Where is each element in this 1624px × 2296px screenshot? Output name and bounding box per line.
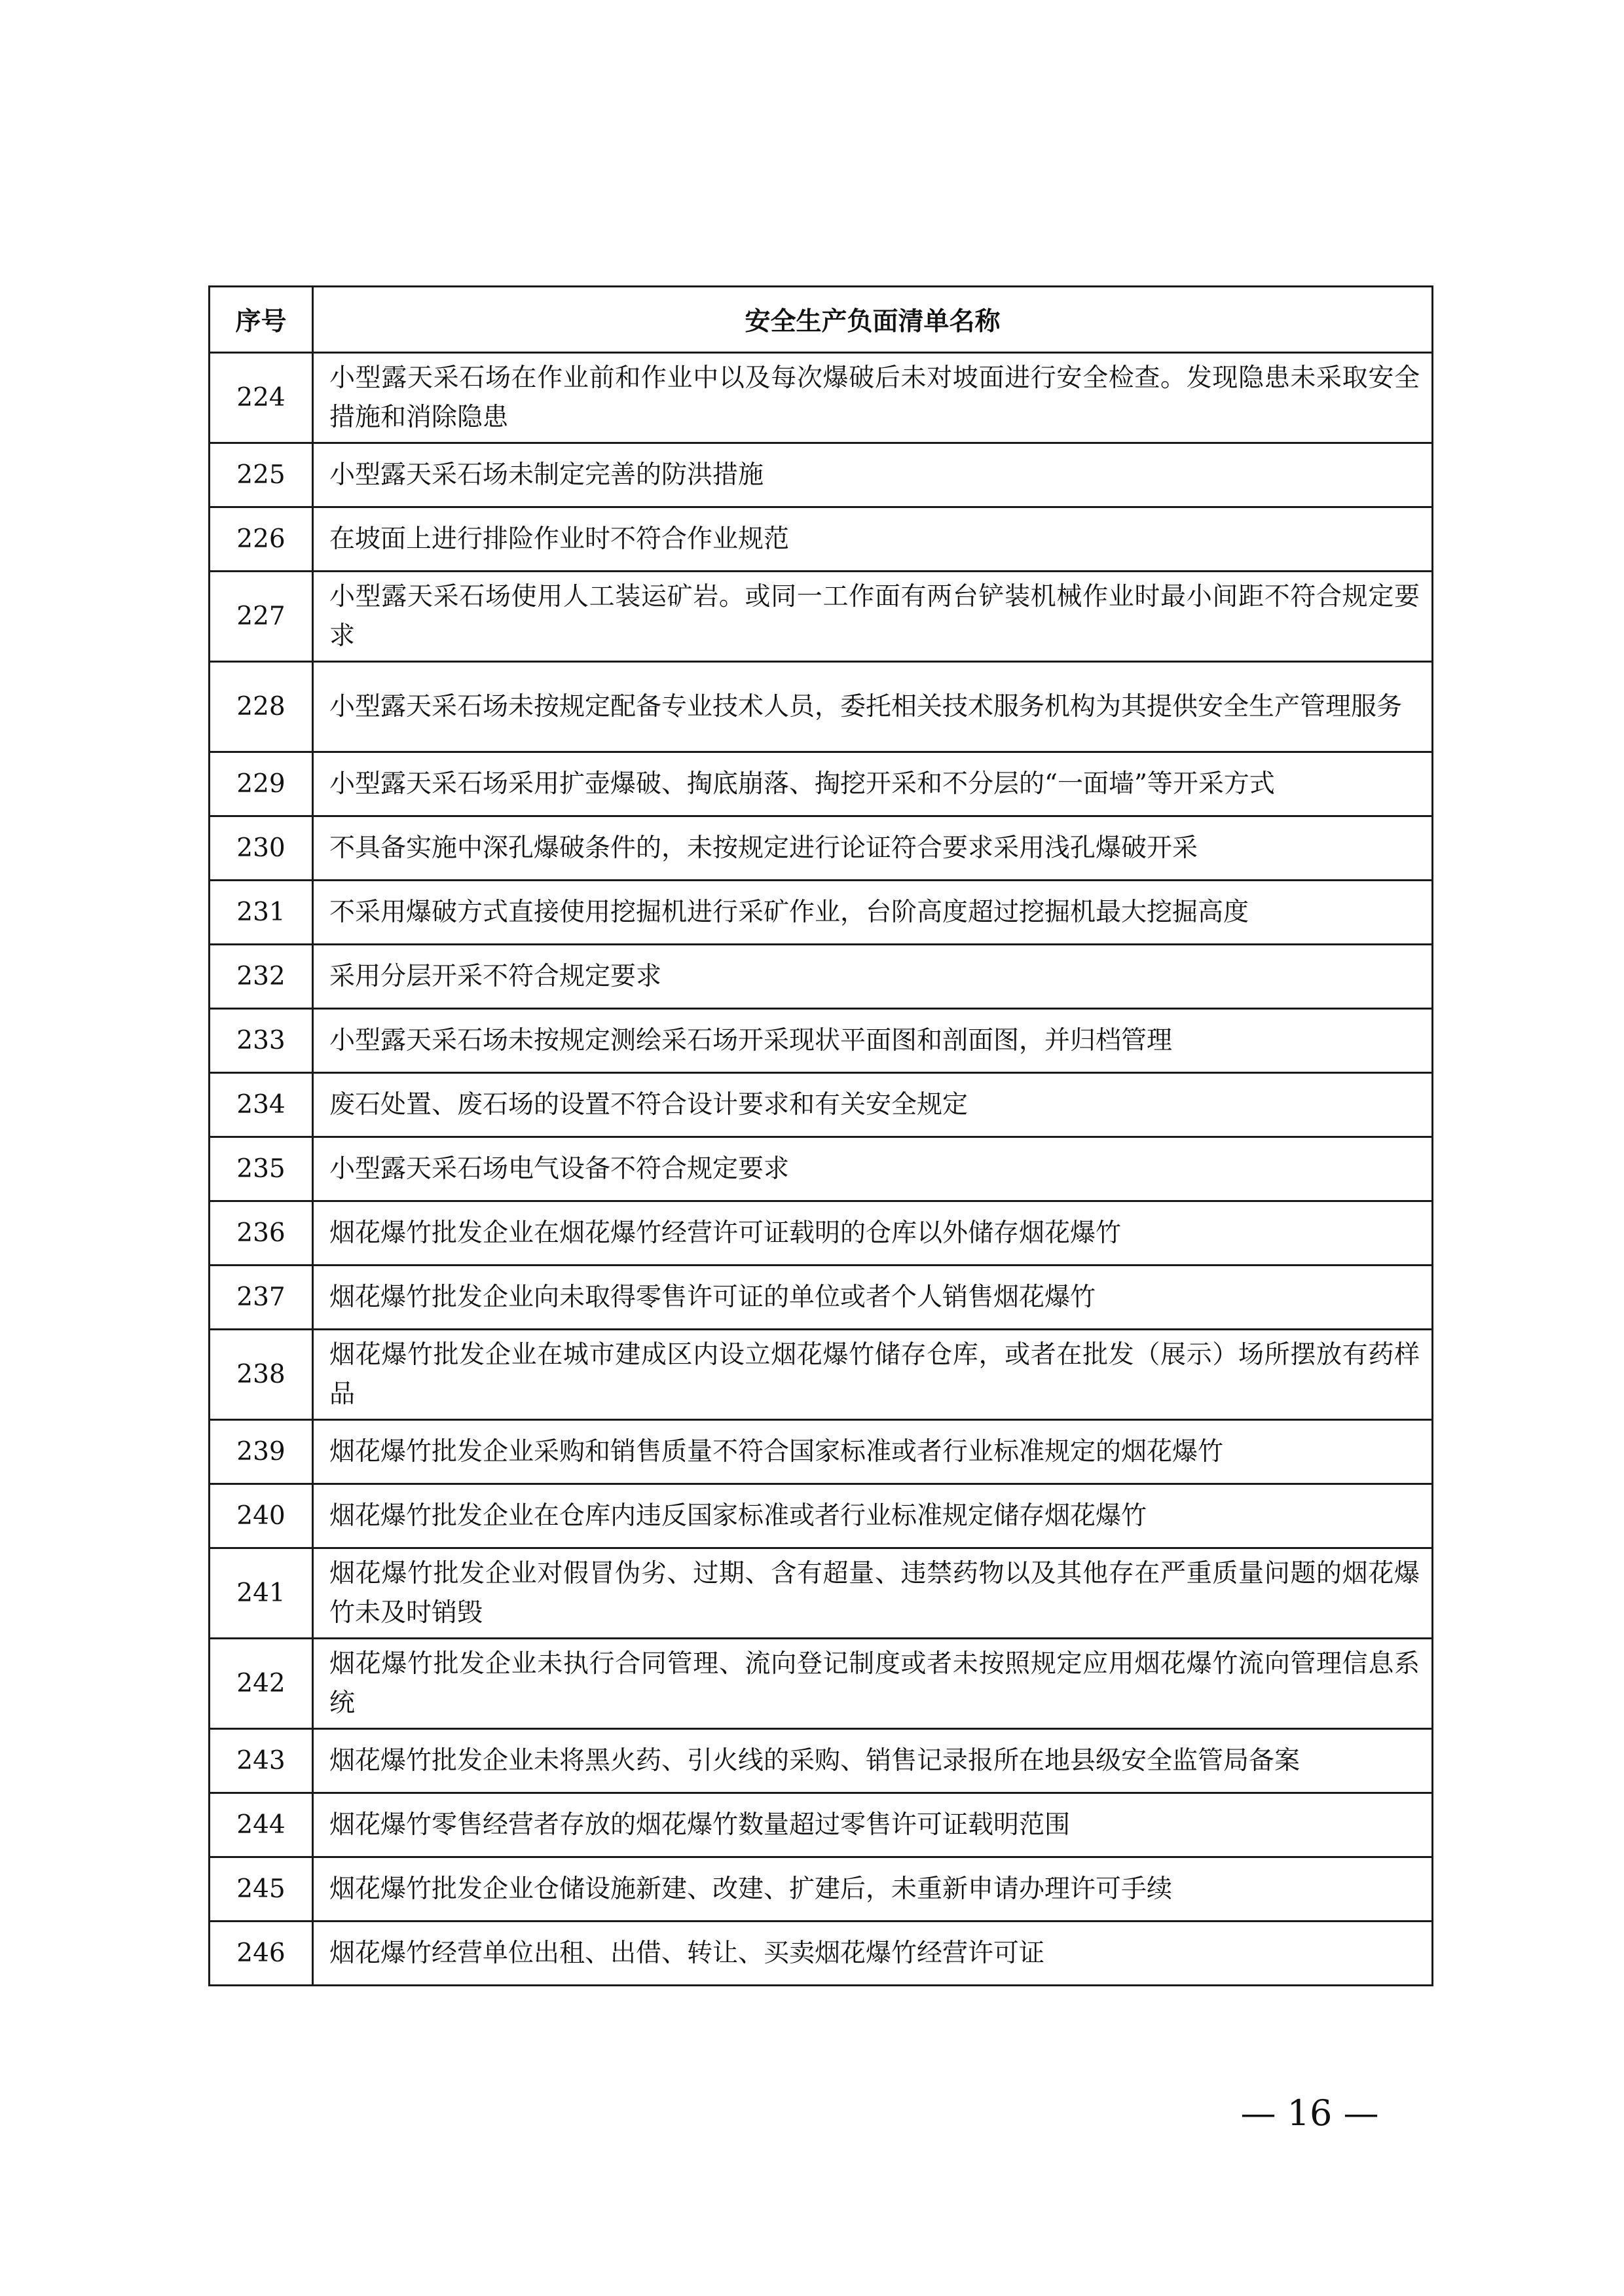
table-row [210, 1420, 1433, 1484]
row-list-name: 烟花爆竹批发企业向未取得零售许可证的单位或者个人销售烟花爆竹 [313, 1266, 1433, 1330]
row-list-name: 小型露天采石场未按规定配备专业技术人员，委托相关技术服务机构为其提供安全生产管理服务 [313, 662, 1433, 752]
row-list-name: 烟花爆竹经营单位出租、出借、转让、买卖烟花爆竹经营许可证 [313, 1922, 1433, 1986]
row-serial-number: 224 [210, 353, 313, 443]
row-list-name: 烟花爆竹批发企业在烟花爆竹经营许可证载明的仓库以外储存烟花爆竹 [313, 1201, 1433, 1266]
row-serial-number: 246 [210, 1922, 313, 1986]
table-body [210, 353, 1433, 1986]
table-row [210, 507, 1433, 572]
row-list-name: 小型露天采石场电气设备不符合规定要求 [313, 1137, 1433, 1201]
row-serial-number: 233 [210, 1009, 313, 1073]
row-serial-number: 245 [210, 1857, 313, 1922]
table-row [210, 1266, 1433, 1330]
table-row [210, 1201, 1433, 1266]
row-list-name: 不采用爆破方式直接使用挖掘机进行采矿作业，台阶高度超过挖掘机最大挖掘高度 [313, 881, 1433, 945]
row-serial-number: 240 [210, 1484, 313, 1548]
row-list-name: 烟花爆竹批发企业仓储设施新建、改建、扩建后，未重新申请办理许可手续 [313, 1857, 1433, 1922]
row-serial-number: 238 [210, 1330, 313, 1420]
page-number: — 16 — [1240, 2092, 1379, 2134]
row-list-name: 小型露天采石场使用人工装运矿岩。或同一工作面有两台铲装机械作业时最小间距不符合规定要求 [313, 572, 1433, 662]
row-serial-number: 227 [210, 572, 313, 662]
table-row [210, 752, 1433, 816]
row-list-name: 采用分层开采不符合规定要求 [313, 945, 1433, 1009]
row-serial-number: 237 [210, 1266, 313, 1330]
table-row [210, 443, 1433, 507]
header-serial-number: 序号 [210, 287, 313, 353]
row-serial-number: 226 [210, 507, 313, 572]
row-list-name: 小型露天采石场在作业前和作业中以及每次爆破后未对坡面进行安全检查。发现隐患未采取安全措施和消除隐患 [313, 353, 1433, 443]
row-list-name: 烟花爆竹批发企业未执行合同管理、流向登记制度或者未按照规定应用烟花爆竹流向管理信息系统 [313, 1639, 1433, 1729]
table-row [210, 1793, 1433, 1857]
row-serial-number: 230 [210, 816, 313, 881]
table-row [210, 1073, 1433, 1137]
row-list-name: 烟花爆竹零售经营者存放的烟花爆竹数量超过零售许可证载明范围 [313, 1793, 1433, 1857]
negative-list-table [208, 285, 1433, 1986]
row-list-name: 烟花爆竹批发企业采购和销售质量不符合国家标准或者行业标准规定的烟花爆竹 [313, 1420, 1433, 1484]
table-header-row [210, 287, 1433, 353]
row-list-name: 废石处置、废石场的设置不符合设计要求和有关安全规定 [313, 1073, 1433, 1137]
row-serial-number: 225 [210, 443, 313, 507]
row-serial-number: 229 [210, 752, 313, 816]
table-row [210, 1330, 1433, 1420]
row-list-name: 烟花爆竹批发企业对假冒伪劣、过期、含有超量、违禁药物以及其他存在严重质量问题的烟花爆竹未及时销毁 [313, 1548, 1433, 1639]
row-list-name: 烟花爆竹批发企业在城市建成区内设立烟花爆竹储存仓库，或者在批发（展示）场所摆放有药样品 [313, 1330, 1433, 1420]
row-list-name: 在坡面上进行排险作业时不符合作业规范 [313, 507, 1433, 572]
table-row [210, 881, 1433, 945]
row-list-name: 小型露天采石场未制定完善的防洪措施 [313, 443, 1433, 507]
table-row [210, 1922, 1433, 1986]
row-list-name: 烟花爆竹批发企业在仓库内违反国家标准或者行业标准规定储存烟花爆竹 [313, 1484, 1433, 1548]
row-serial-number: 228 [210, 662, 313, 752]
table-row [210, 572, 1433, 662]
table-row [210, 1639, 1433, 1729]
row-serial-number: 232 [210, 945, 313, 1009]
table-row [210, 1729, 1433, 1793]
row-list-name: 烟花爆竹批发企业未将黑火药、引火线的采购、销售记录报所在地县级安全监管局备案 [313, 1729, 1433, 1793]
row-serial-number: 241 [210, 1548, 313, 1639]
row-serial-number: 234 [210, 1073, 313, 1137]
row-serial-number: 242 [210, 1639, 313, 1729]
row-list-name: 不具备实施中深孔爆破条件的，未按规定进行论证符合要求采用浅孔爆破开采 [313, 816, 1433, 881]
row-serial-number: 235 [210, 1137, 313, 1201]
row-serial-number: 244 [210, 1793, 313, 1857]
row-list-name: 小型露天采石场采用扩壶爆破、掏底崩落、掏挖开采和不分层的“一面墙”等开采方式 [313, 752, 1433, 816]
row-serial-number: 243 [210, 1729, 313, 1793]
row-serial-number: 239 [210, 1420, 313, 1484]
table-row [210, 1137, 1433, 1201]
table-row [210, 1857, 1433, 1922]
row-list-name: 小型露天采石场未按规定测绘采石场开采现状平面图和剖面图，并归档管理 [313, 1009, 1433, 1073]
row-serial-number: 231 [210, 881, 313, 945]
table-row [210, 662, 1433, 752]
table-row [210, 1484, 1433, 1548]
table-row [210, 353, 1433, 443]
table-row [210, 945, 1433, 1009]
header-list-name: 安全生产负面清单名称 [313, 287, 1433, 353]
row-serial-number: 236 [210, 1201, 313, 1266]
table-row [210, 816, 1433, 881]
table-row [210, 1009, 1433, 1073]
table-row [210, 1548, 1433, 1639]
